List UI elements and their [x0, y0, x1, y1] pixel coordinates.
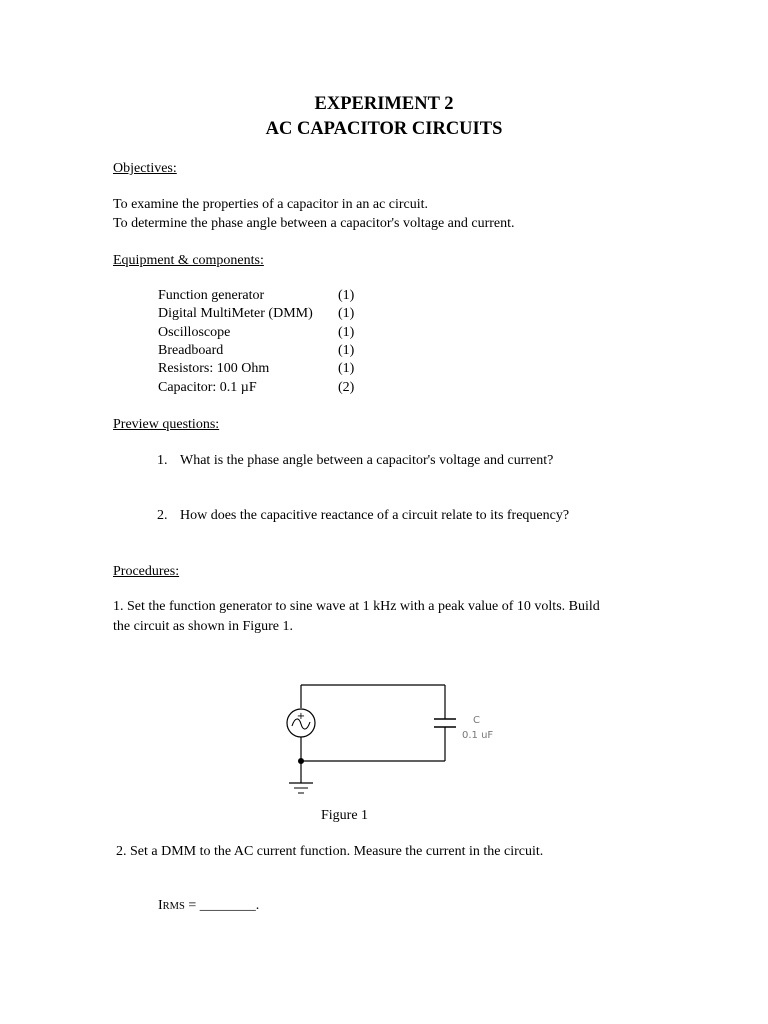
objective-item: To examine the properties of a capacitor in an ac circuit.: [113, 197, 429, 212]
irms-answer-line: [158, 898, 259, 914]
equipment-item-qty: (2): [338, 380, 355, 395]
equipment-item-name: Resistors: 100 Ohm: [158, 361, 270, 376]
procedures-heading: Procedures:: [113, 564, 180, 579]
question-number: 1.: [157, 453, 168, 468]
circuit-diagram: [280, 675, 520, 805]
equipment-item-qty: (1): [338, 306, 355, 321]
irms-blank: = ________.: [184, 898, 260, 913]
equipment-heading: Equipment & components:: [113, 253, 264, 268]
equipment-item-name: Breadboard: [158, 343, 224, 358]
equipment-item-name: Digital MultiMeter (DMM): [158, 306, 313, 321]
preview-heading: Preview questions:: [113, 417, 220, 432]
objective-item: To determine the phase angle between a capacitor's voltage and current.: [113, 216, 515, 231]
source-plus-label: +: [296, 711, 306, 722]
experiment-title: AC CAPACITOR CIRCUITS: [265, 119, 503, 139]
capacitor-value: 0.1 uF: [462, 730, 494, 741]
equipment-item-qty: (1): [338, 288, 355, 303]
equipment-item-name: Oscilloscope: [158, 325, 231, 340]
experiment-number: EXPERIMENT 2: [314, 94, 454, 114]
capacitor-label: C: [473, 715, 480, 726]
question-text: What is the phase angle between a capacitor's voltage and current?: [180, 453, 554, 468]
equipment-item-qty: (1): [338, 361, 355, 376]
equipment-item-qty: (1): [338, 325, 355, 340]
equipment-item-name: Function generator: [158, 288, 265, 303]
irms-symbol: I: [158, 898, 163, 913]
objectives-heading: Objectives:: [113, 161, 177, 176]
question-text: How does the capacitive reactance of a circuit relate to its frequency?: [180, 508, 570, 523]
procedure-step-2: 2. Set a DMM to the AC current function. Measure the current in the circuit.: [116, 844, 544, 859]
equipment-item-name: Capacitor: 0.1 µF: [158, 380, 257, 395]
figure-caption: Figure 1: [321, 808, 369, 823]
procedure-step-1-cont: the circuit as shown in Figure 1.: [113, 619, 294, 634]
question-number: 2.: [157, 508, 168, 523]
irms-subscript: RMS: [162, 901, 185, 912]
equipment-item-qty: (1): [338, 343, 355, 358]
procedure-step-1: 1. Set the function generator to sine wave at 1 kHz with a peak value of 10 volts. Build: [113, 599, 600, 614]
